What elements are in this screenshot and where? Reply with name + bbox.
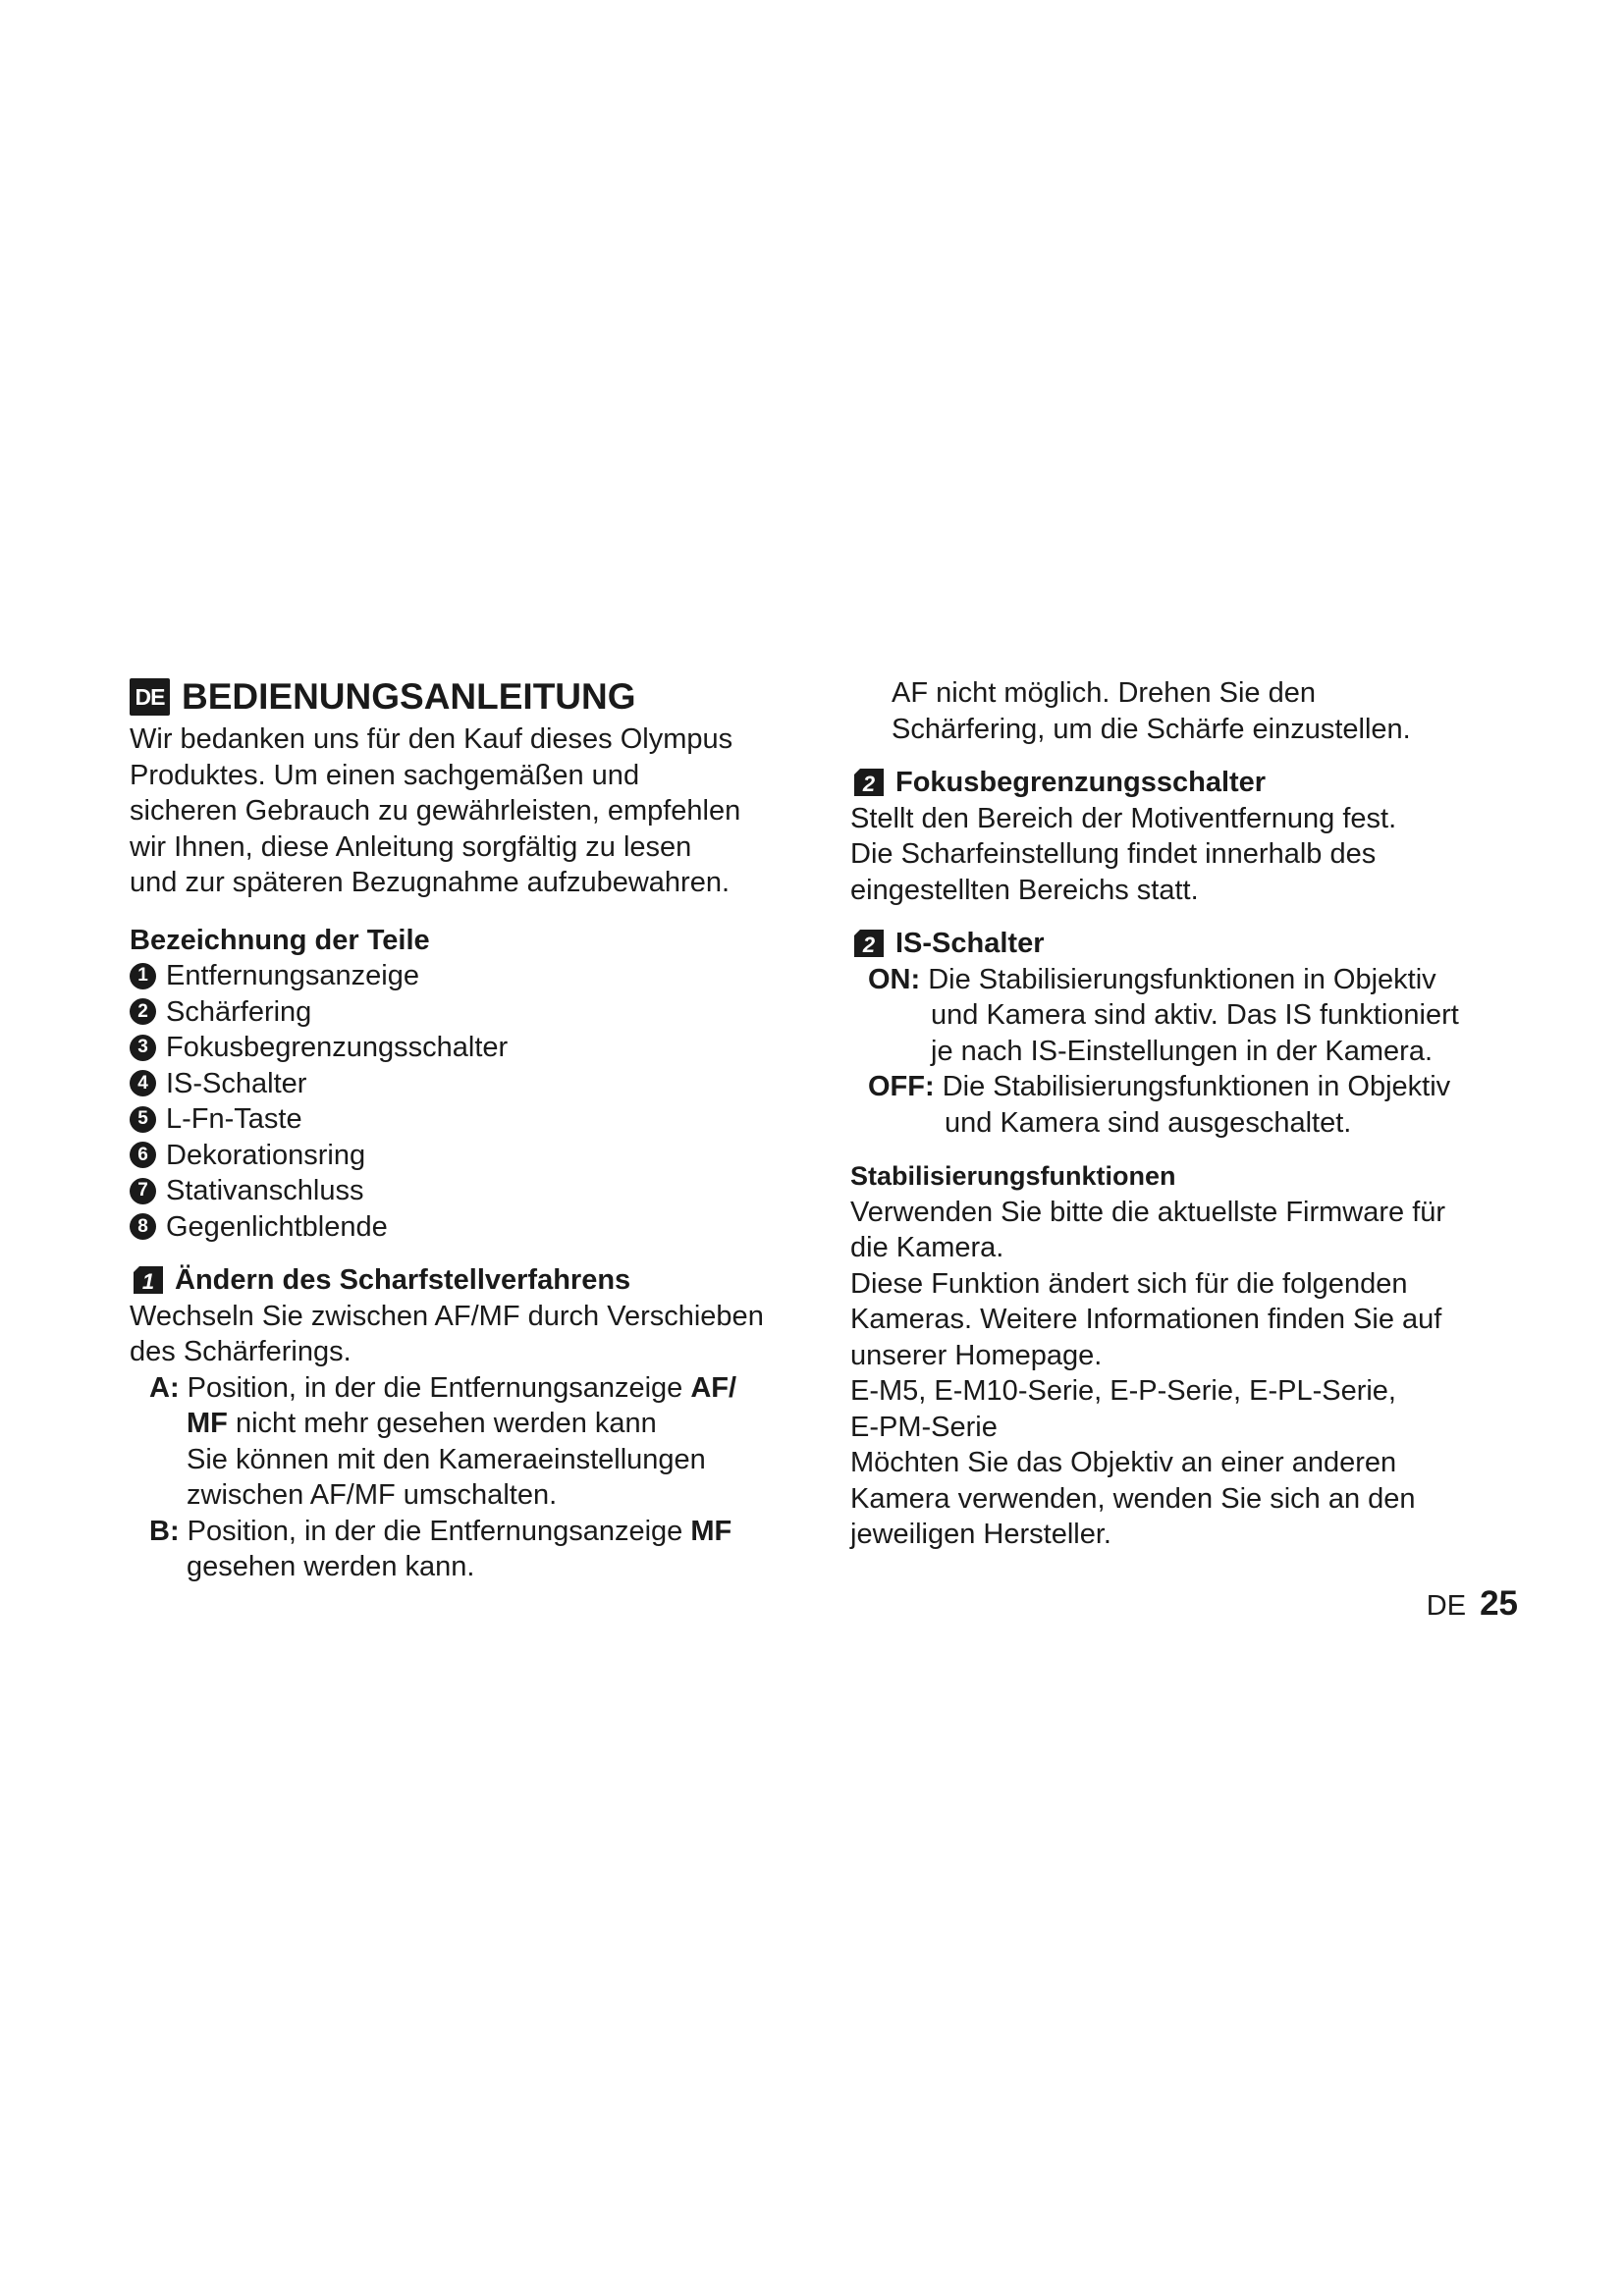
number-4-icon: 4 (130, 1070, 156, 1096)
number-7-icon: 7 (130, 1178, 156, 1204)
stabilization-line: Möchten Sie das Objektiv an einer anderen (850, 1447, 1397, 1478)
on-definition (850, 962, 1518, 1070)
off-line: und Kamera sind ausgeschaltet. (945, 1106, 1352, 1139)
main-title (130, 675, 807, 719)
part-item (130, 1066, 807, 1102)
intro-line: Wir bedanken uns für den Kauf dieses Olympus (130, 723, 733, 755)
part-item (130, 994, 807, 1031)
number-2-icon: 2 (130, 998, 156, 1025)
stabilization-line: Verwenden Sie bitte die aktuellste Firmware für (850, 1196, 1446, 1228)
position-a-line: Position, in der die Entfernungsanzeige (187, 1371, 683, 1404)
step-1-icon (130, 1264, 165, 1296)
position-b-key: B: (149, 1515, 180, 1547)
position-a-line: nicht mehr gesehen werden kann (235, 1408, 657, 1439)
part-label: L-Fn-Taste (166, 1103, 302, 1135)
af-mf-label: AF/ (690, 1371, 737, 1404)
right-column (850, 675, 1518, 1553)
section1-line: Wechseln Sie zwischen AF/MF durch Verschieben (130, 1300, 764, 1332)
mf-label: MF (690, 1515, 732, 1547)
position-b-definition (130, 1514, 807, 1585)
off-definition (850, 1069, 1518, 1141)
part-item (130, 1209, 807, 1246)
stabilization-heading: Stabilisierungsfunktionen (850, 1161, 1176, 1191)
language-badge: DE (130, 678, 170, 716)
page-number-value: 25 (1480, 1584, 1518, 1623)
svg-text:2: 2 (862, 933, 876, 958)
stabilization-line: E-PM-Serie (850, 1411, 998, 1443)
mf-label: MF (187, 1408, 228, 1439)
stabilization-line: jeweiligen Hersteller. (850, 1519, 1111, 1550)
part-label: Entfernungsanzeige (166, 960, 419, 991)
intro-line: Produktes. Um einen sachgemäßen und (130, 759, 640, 791)
part-label: Fokusbegrenzungsschalter (166, 1032, 509, 1063)
section2-line: Die Scharfeinstellung findet innerhalb des (850, 838, 1377, 870)
stabilization-line: unserer Homepage. (850, 1339, 1103, 1371)
part-item (130, 1030, 807, 1066)
stabilization-line: Kameras. Weitere Informationen finden Sie auf (850, 1304, 1442, 1335)
stabilization-line: die Kamera. (850, 1232, 1004, 1263)
position-a-key: A: (149, 1371, 180, 1404)
part-label: Dekorationsring (166, 1139, 366, 1171)
position-b-line: Position, in der die Entfernungsanzeige (187, 1515, 683, 1547)
step-3-icon (850, 928, 886, 959)
section1-line: des Schärferings. (130, 1336, 352, 1367)
part-label: Gegenlichtblende (166, 1210, 388, 1243)
left-column (130, 675, 807, 1585)
number-8-icon: 8 (130, 1213, 156, 1240)
number-3-icon: 3 (130, 1035, 156, 1061)
stabilization-text (850, 1195, 1518, 1553)
section1-heading (130, 1262, 807, 1299)
off-key: OFF: (868, 1071, 935, 1102)
on-line: und Kamera sind aktiv. Das IS funktioniert (931, 999, 1459, 1031)
intro-line: wir Ihnen, diese Anleitung sorgfältig zu lesen (130, 830, 692, 863)
number-5-icon: 5 (130, 1106, 156, 1133)
page-language: DE (1426, 1590, 1467, 1622)
part-label: Stativanschluss (166, 1175, 364, 1206)
position-a-line: Sie können mit den Kameraeinstellungen (187, 1443, 706, 1475)
section1-text (130, 1299, 807, 1370)
number-6-icon: 6 (130, 1142, 156, 1168)
section2-heading (850, 765, 1518, 801)
section2-text (850, 801, 1518, 909)
section3-title: IS-Schalter (895, 928, 1045, 959)
continued-text (850, 675, 1518, 747)
intro-paragraph (130, 721, 807, 901)
position-b-line: gesehen werden kann. (187, 1551, 475, 1582)
position-a-definition (130, 1370, 807, 1514)
continued-line: Schärfering, um die Schärfe einzustellen. (892, 713, 1411, 745)
off-line: Die Stabilisierungsfunktionen in Objektiv (942, 1071, 1451, 1102)
continued-line: AF nicht möglich. Drehen Sie den (892, 677, 1316, 709)
intro-line: sicheren Gebrauch zu gewährleisten, empfehlen (130, 795, 741, 827)
number-1-icon: 1 (130, 963, 156, 989)
svg-text:2: 2 (862, 772, 876, 797)
section2-title: Fokusbegrenzungsschalter (895, 767, 1267, 798)
on-line: Die Stabilisierungsfunktionen in Objektiv (928, 963, 1436, 995)
section2-line: eingestellten Bereichs statt. (850, 874, 1199, 906)
position-a-line: zwischen AF/MF umschalten. (187, 1479, 558, 1511)
on-line: je nach IS-Einstellungen in der Kamera. (931, 1035, 1434, 1067)
intro-line: und zur späteren Bezugnahme aufzubewahren. (130, 867, 731, 898)
section1-title: Ändern des Scharfstellverfahrens (175, 1264, 631, 1296)
stabilization-line: Kamera verwenden, wenden Sie sich an den (850, 1482, 1416, 1515)
part-item (130, 1101, 807, 1138)
section3-heading (850, 926, 1518, 962)
stabilization-line: Diese Funktion ändert sich für die folgenden (850, 1267, 1408, 1300)
part-item (130, 1173, 807, 1209)
step-2-icon (850, 767, 886, 798)
section2-line: Stellt den Bereich der Motiventfernung fest. (850, 802, 1397, 834)
part-label: IS-Schalter (166, 1067, 307, 1099)
parts-list (130, 958, 807, 1245)
part-label: Schärfering (166, 995, 312, 1028)
page-number (1427, 1584, 1518, 1624)
svg-text:1: 1 (141, 1269, 155, 1295)
page-title: BEDIENUNGSANLEITUNG (182, 676, 636, 717)
parts-heading: Bezeichnung der Teile (130, 924, 430, 956)
part-item (130, 1138, 807, 1174)
on-key: ON: (868, 963, 921, 995)
stabilization-line: E-M5, E-M10-Serie, E-P-Serie, E-PL-Serie, (850, 1375, 1396, 1407)
part-item (130, 958, 807, 994)
